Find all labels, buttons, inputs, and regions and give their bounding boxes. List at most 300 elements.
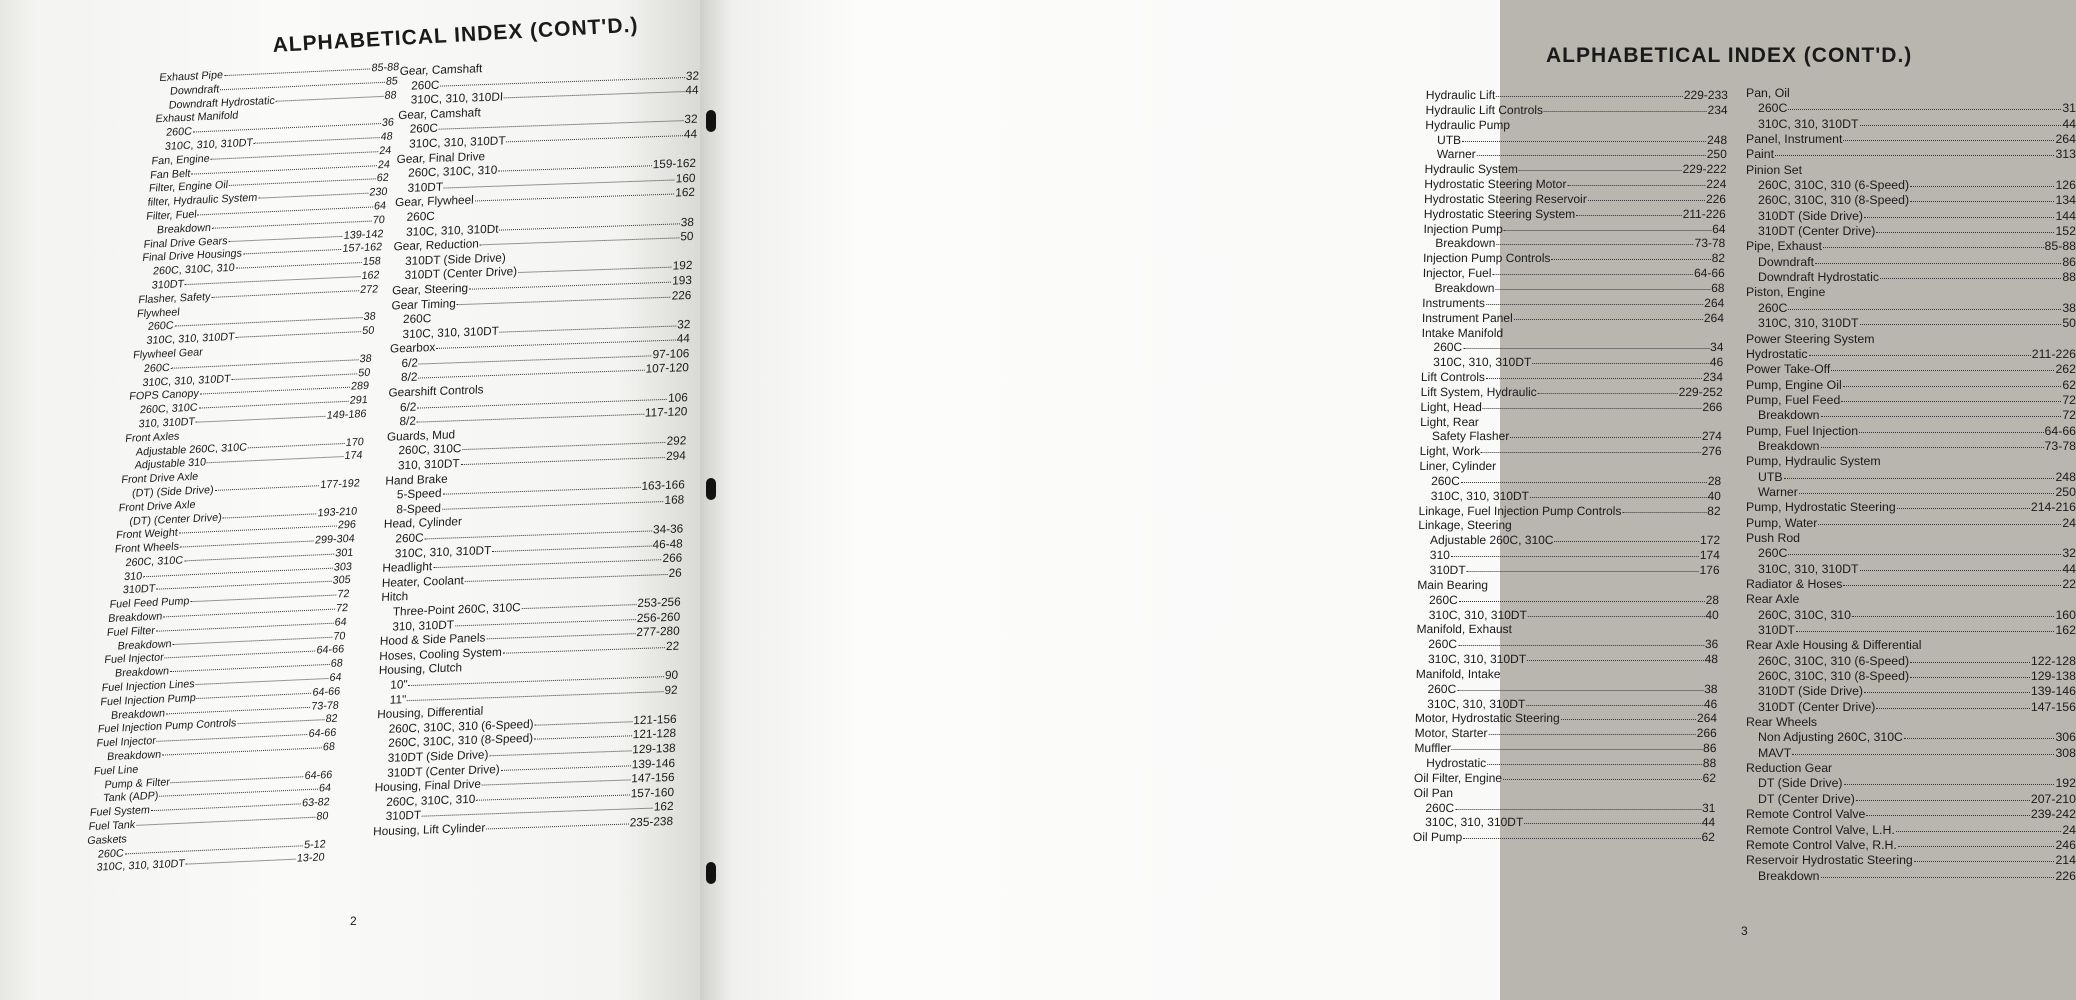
index-entry-label: Pump, Fuel Injection <box>1746 423 1859 438</box>
index-entry-page: 46 <box>1703 696 1718 711</box>
dot-leader <box>1809 355 2031 356</box>
index-entry <box>1417 593 1719 608</box>
index-entry-page: 50 <box>361 324 375 338</box>
index-entry-label: UTB <box>1436 132 1462 147</box>
index-entry-page: 36 <box>381 116 395 130</box>
index-entry-page: 31 <box>1701 800 1716 815</box>
dot-leader <box>1544 111 1707 112</box>
index-entry-page: 72 <box>335 602 349 615</box>
index-entry-label: Housing, Clutch <box>378 660 463 678</box>
dot-leader <box>166 706 310 714</box>
index-entry <box>1746 516 2076 531</box>
index-entry-label: Front Axles <box>124 430 180 445</box>
index-entry-page: 272 <box>359 283 379 296</box>
index-entry-page: 64 <box>328 671 343 685</box>
index-entry-page: 32 <box>2062 546 2076 561</box>
dot-leader <box>1843 386 2062 387</box>
index-entry-label: 8/2 <box>400 370 418 385</box>
index-entry-page: 121-156 <box>633 711 677 727</box>
dot-leader <box>1788 554 2061 555</box>
index-entry-page: 264 <box>1703 310 1725 325</box>
index-entry-page: 250 <box>2055 484 2076 499</box>
index-entry <box>1419 474 1721 489</box>
index-entry-label: 8-Speed <box>396 500 442 517</box>
index-entry-label: Three-Point 260C, 310C <box>392 600 521 619</box>
index-entry-page: 256-260 <box>636 609 681 625</box>
dot-leader <box>1488 734 1695 735</box>
index-entry-label: Warner <box>1436 147 1476 162</box>
index-entry-label: 310C, 310, 310DT <box>1427 652 1527 667</box>
index-entry <box>1746 761 2076 776</box>
index-entry-label: Reservoir Hydrostatic Steering <box>1746 853 1913 868</box>
index-entry-page: 248 <box>1706 132 1728 147</box>
index-entry-page: 50 <box>2062 316 2076 331</box>
index-entry-page: 152 <box>2055 224 2076 239</box>
index-entry-page: 226 <box>2055 868 2076 883</box>
right-page-number: 3 <box>1741 924 1748 938</box>
index-entry-label: Adjustable 310 <box>134 456 207 472</box>
index-entry-label: filter, Hydraulic System <box>147 191 258 209</box>
index-entry-label: Oil Pump <box>1412 830 1463 845</box>
index-entry-page: 73-78 <box>1694 236 1726 251</box>
index-entry-label: 260C <box>395 530 424 546</box>
index-entry-page: 129-138 <box>2030 669 2076 684</box>
index-entry-label: 310, 310DT <box>397 456 460 473</box>
index-entry-label: Headlight <box>382 559 433 576</box>
index-entry-page: 31 <box>2062 101 2076 116</box>
dot-leader <box>1788 309 2061 310</box>
dot-leader <box>254 137 380 144</box>
index-entry <box>1415 711 1717 726</box>
index-entry-page: 277-280 <box>636 623 680 640</box>
index-entry <box>1746 209 2076 224</box>
index-entry-page: 239-242 <box>2030 807 2076 822</box>
index-entry <box>1746 332 2076 347</box>
index-entry-page: 50 <box>680 228 694 244</box>
index-entry-label: Pipe, Exhaust <box>1746 239 1822 254</box>
index-entry-label: 260C, 310C, 310 (6-Speed) <box>388 716 534 736</box>
index-entry-page: 289 <box>350 380 370 394</box>
index-entry-page: 86 <box>1702 741 1717 756</box>
index-entry-page: 170 <box>345 435 365 449</box>
index-entry <box>1746 823 2076 838</box>
index-entry-label: Rear Wheels <box>1746 715 1818 730</box>
dot-leader <box>1458 645 1704 646</box>
dot-leader <box>1898 846 2055 847</box>
index-entry-page: 162 <box>675 185 696 200</box>
dot-leader <box>1880 278 2061 279</box>
index-entry-label: Hydraulic Pump <box>1425 117 1511 132</box>
index-entry <box>1417 578 1719 593</box>
index-entry-label: Exhaust Manifold <box>154 109 239 126</box>
dot-leader <box>1481 452 1701 453</box>
index-entry <box>1746 301 2076 316</box>
index-entry-label: Gear, Final Drive <box>396 148 486 166</box>
dot-leader <box>1588 200 1705 201</box>
index-entry-label: Remote Control Valve <box>1746 807 1866 822</box>
index-entry-label: 260C, 310C, 310 (6-Speed) <box>1758 653 1910 668</box>
index-entry <box>1746 470 2076 485</box>
index-entry <box>1416 652 1718 667</box>
index-entry-page: 48 <box>380 130 394 144</box>
index-entry <box>1422 326 1724 341</box>
index-entry-label: Linkage, Steering <box>1418 518 1512 533</box>
index-entry-page: 62 <box>376 172 390 185</box>
index-entry-label: Piston, Engine <box>1746 285 1826 300</box>
index-entry-page: 28 <box>1705 592 1720 607</box>
index-entry-page: 211-226 <box>1682 206 1726 221</box>
dot-leader <box>1551 259 1710 260</box>
index-entry-label: MAVT <box>1758 745 1792 760</box>
dot-leader <box>1519 170 1682 171</box>
index-entry-label: 260C <box>143 361 171 375</box>
index-entry <box>1422 296 1724 311</box>
index-entry-label: Filter, Engine Oil <box>148 179 229 196</box>
dot-leader <box>1910 201 2054 202</box>
index-entry-page: 303 <box>333 560 353 574</box>
dot-leader <box>1528 616 1705 617</box>
index-entry-label: 8/2 <box>399 413 417 429</box>
index-entry-page: 117-120 <box>644 404 688 420</box>
index-entry-page: 176 <box>1699 563 1720 577</box>
index-entry-label: 5-Speed <box>396 486 442 502</box>
index-entry-label: Push Rod <box>1746 530 1801 545</box>
index-entry-label: 310C, 310, 310DT <box>1428 607 1527 622</box>
index-entry <box>1746 178 2076 193</box>
index-entry-label: 260C <box>1427 681 1457 696</box>
index-entry-page: 64-66 <box>312 685 341 699</box>
index-entry-label: FOPS Canopy <box>128 387 200 404</box>
index-entry-label: Main Bearing <box>1417 577 1489 592</box>
index-entry <box>1746 424 2076 439</box>
index-entry-page: 68 <box>1711 280 1725 295</box>
right-page-title: ALPHABETICAL INDEX (CONT'D.) <box>1546 44 1913 67</box>
index-entry-page: 46-48 <box>652 536 683 552</box>
index-entry <box>1746 316 2076 331</box>
index-entry-page: 72 <box>2062 392 2076 407</box>
index-entry-page: 72 <box>336 588 350 601</box>
index-entry-label: Hydrostatic <box>1746 346 1808 361</box>
left-page-column-2 <box>373 54 700 839</box>
index-entry-page: 193-210 <box>317 504 358 519</box>
dot-leader <box>522 604 637 609</box>
index-entry-page: 64-66 <box>315 643 345 657</box>
dot-leader <box>1504 230 1711 231</box>
index-entry <box>1420 415 1722 430</box>
index-entry-label: Fan Belt <box>149 167 191 182</box>
dot-leader <box>1864 692 2030 693</box>
dot-leader <box>159 789 318 797</box>
index-entry <box>1746 147 2076 162</box>
index-entry-page: 64-66 <box>2044 423 2076 438</box>
index-entry-label: 260C, 310C <box>139 401 199 417</box>
index-entry-page: 38 <box>1704 681 1718 696</box>
index-entry-page: 38 <box>363 310 377 324</box>
index-entry-page: 70 <box>332 629 346 643</box>
index-entry-page: 193 <box>671 272 693 288</box>
index-entry <box>1746 439 2076 454</box>
index-entry-label: Radiator & Hoses <box>1746 577 1843 591</box>
dot-leader <box>1796 631 2055 632</box>
index-entry-label: Gear, Camshaft <box>399 61 483 79</box>
index-entry-page: 211-226 <box>2031 346 2076 361</box>
index-entry-page: 50 <box>357 366 371 379</box>
index-entry <box>1746 546 2076 561</box>
index-entry <box>1424 177 1726 192</box>
index-entry-page: 229-222 <box>1682 162 1727 177</box>
index-entry <box>1413 801 1715 816</box>
index-entry-page: 308 <box>2055 745 2076 760</box>
index-entry <box>1425 147 1727 162</box>
index-entry-label: 260C <box>409 121 439 137</box>
dot-leader <box>1856 800 2030 801</box>
index-entry-label: 310DT (Center Drive) <box>1758 699 1876 714</box>
dot-leader <box>1823 247 2044 248</box>
index-entry <box>1746 193 2076 208</box>
index-entry <box>1424 207 1726 222</box>
index-entry <box>1746 347 2076 362</box>
index-entry-label: Adjustable 260C, 310C <box>135 440 248 459</box>
index-entry-page: 177-192 <box>319 477 361 492</box>
index-entry-page: 85 <box>385 74 399 88</box>
index-entry-page: 44 <box>1701 815 1716 830</box>
index-entry-label: Motor, Hydrostatic Steering <box>1414 711 1560 726</box>
dot-leader <box>486 633 635 639</box>
index-entry-page: 72 <box>2062 408 2076 423</box>
index-entry-label: 310DT <box>407 179 444 195</box>
index-entry-label: Light, Work <box>1419 444 1481 459</box>
index-entry-page: 129-138 <box>632 740 676 757</box>
index-entry-label: Hand Brake <box>385 471 448 488</box>
index-entry <box>1746 562 2076 577</box>
dot-leader <box>1457 690 1703 691</box>
dot-leader <box>1576 215 1681 216</box>
dot-leader <box>179 526 337 534</box>
index-entry-label: Fuel Injector <box>95 735 157 750</box>
index-entry-label: Muffler <box>1414 741 1452 756</box>
index-entry-page: 214 <box>2055 853 2076 868</box>
index-entry-page: 62 <box>1702 770 1717 785</box>
index-entry <box>1746 239 2076 254</box>
index-entry-page: 276 <box>1701 444 1722 459</box>
dot-leader <box>198 401 348 409</box>
index-entry-page: 24 <box>2062 515 2076 530</box>
index-entry <box>1746 408 2076 423</box>
index-entry-label: Breakdown <box>114 665 170 680</box>
index-entry-label: Paint <box>1746 147 1775 162</box>
dot-leader <box>156 581 331 590</box>
index-entry-label: Head, Cylinder <box>383 514 463 532</box>
index-entry-label: Power Steering System <box>1746 331 1875 346</box>
index-entry <box>1416 637 1718 652</box>
index-entry-page: 107-120 <box>645 360 690 377</box>
index-entry <box>1416 667 1718 682</box>
dot-leader <box>1461 482 1707 483</box>
index-entry <box>1746 592 2076 607</box>
index-entry-label: Breakdown <box>1435 236 1496 251</box>
index-entry-page: 40 <box>1705 607 1719 622</box>
index-entry-page: 163-166 <box>641 477 686 494</box>
index-entry-page: 235-238 <box>629 813 674 830</box>
index-entry-label: Fuel Tank <box>88 818 136 834</box>
index-entry-page: 46 <box>1709 355 1724 370</box>
index-entry-label: Tank (ADP) <box>102 790 159 805</box>
index-entry-page: 85-88 <box>2044 239 2076 254</box>
index-entry-label: 260C, 310C, 310 <box>407 162 498 180</box>
index-entry-page: 158 <box>362 255 382 269</box>
index-entry-label: Adjustable 260C, 310C <box>1429 533 1554 548</box>
dot-leader <box>1866 815 2029 816</box>
index-entry-page: 157-160 <box>630 784 675 801</box>
index-entry-label: Filter, Fuel <box>145 208 198 223</box>
index-entry <box>1746 255 2076 270</box>
dot-leader <box>224 68 371 76</box>
index-entry <box>1415 726 1717 741</box>
dot-leader <box>1860 324 2062 325</box>
dot-leader <box>229 235 343 241</box>
index-entry-page: 292 <box>666 433 687 449</box>
index-entry-label: Hood & Side Panels <box>379 630 486 649</box>
index-entry-label: Remote Control Valve, R.H. <box>1746 837 1897 852</box>
index-entry-label: 310DT <box>151 278 185 292</box>
index-entry <box>1746 454 2076 469</box>
dot-leader <box>1467 571 1699 572</box>
index-entry-label: 260C <box>1431 473 1460 488</box>
dot-leader <box>220 82 385 90</box>
index-entry <box>1746 285 2076 300</box>
index-entry-page: 32 <box>677 316 691 332</box>
index-entry-label: Gear, Flywheel <box>394 192 475 210</box>
dot-leader <box>207 456 344 463</box>
index-entry-page: 162 <box>653 799 674 814</box>
index-entry-page: 22 <box>665 638 680 653</box>
index-entry-page: 306 <box>2055 730 2076 745</box>
index-entry-page: 64-66 <box>308 726 337 741</box>
index-entry-label: 260C <box>1428 592 1458 607</box>
index-entry-label: 310C, 310, 310DT <box>142 372 232 389</box>
index-entry-label: Gear, Steering <box>391 280 469 298</box>
index-entry-label: Front Drive Axle <box>118 498 197 515</box>
index-entry-label: 310C, 310, 310DT <box>1427 696 1526 711</box>
index-entry-label: Breakdown <box>110 707 166 722</box>
index-entry-label: 6/2 <box>401 355 419 371</box>
index-entry-page: 90 <box>664 667 679 683</box>
index-entry-label: Flywheel Gear <box>132 346 204 362</box>
index-entry <box>1423 251 1725 266</box>
index-entry-page: 97-106 <box>652 345 690 362</box>
index-entry-label: 310C, 310, 310DT <box>1758 316 1859 331</box>
index-entry <box>1417 563 1719 578</box>
left-page-column-1 <box>84 61 400 876</box>
index-entry-page: 24 <box>2062 822 2076 837</box>
dot-leader <box>236 262 362 269</box>
index-entry-page: 13-20 <box>296 851 326 866</box>
index-entry-label: Front Drive Axle <box>120 470 199 487</box>
binding-hole <box>706 110 716 132</box>
dot-leader <box>501 765 631 771</box>
index-entry-page: 214-216 <box>2030 500 2076 515</box>
index-entry-label: Hydrostatic <box>1426 755 1487 770</box>
index-entry <box>1418 518 1720 533</box>
dot-leader <box>504 91 684 98</box>
index-entry-page: 234 <box>1707 102 1728 117</box>
dot-leader <box>223 513 317 518</box>
index-entry-page: 38 <box>2062 300 2076 315</box>
index-entry-label: Breakdown <box>1758 868 1820 883</box>
index-entry-label: 310C, 310, 310DT <box>1433 355 1532 370</box>
index-entry-label: DT (Side Drive) <box>1758 776 1843 791</box>
index-entry-page: 299-304 <box>314 532 356 547</box>
index-entry-page: 32 <box>684 112 698 127</box>
index-entry-page: 80 <box>315 810 329 823</box>
index-entry-label: 310DT <box>1758 623 1795 638</box>
dot-leader <box>1496 244 1693 245</box>
dot-leader <box>1864 217 2054 218</box>
index-entry-page: 229-252 <box>1678 384 1723 399</box>
index-entry-page: 106 <box>667 389 689 405</box>
index-entry-label: Pump, Water <box>1746 515 1818 530</box>
dot-leader <box>136 817 315 826</box>
index-entry-label: 310C, 310, 310DT <box>1430 488 1530 503</box>
index-entry-label: 310C, 310, 310DT <box>394 542 492 561</box>
index-entry-label: Reduction Gear <box>1746 761 1833 776</box>
index-entry-label: 260C <box>1428 637 1458 652</box>
index-entry-page: 92 <box>664 682 678 697</box>
dot-leader <box>212 220 372 228</box>
binding-hole <box>706 862 716 884</box>
index-entry-label: Pump, Engine Oil <box>1746 377 1842 392</box>
index-entry-label: Fuel System <box>89 804 151 820</box>
index-entry-label: 310DT (Side Drive) <box>387 747 489 765</box>
dot-leader <box>162 747 322 755</box>
index-entry <box>1416 622 1718 637</box>
index-entry-page: 168 <box>664 492 685 507</box>
index-entry-label: Linkage, Fuel Injection Pump Controls <box>1418 503 1622 518</box>
index-entry <box>1746 500 2076 515</box>
index-entry-page: 73-78 <box>310 699 340 713</box>
dot-leader <box>186 859 296 865</box>
dot-leader <box>1910 662 2030 663</box>
index-entry-page: 126 <box>2055 178 2076 193</box>
dot-leader <box>1876 232 2054 233</box>
dot-leader <box>1821 447 2044 448</box>
index-entry-label: Breakdown <box>117 637 173 653</box>
dot-leader <box>243 249 342 254</box>
index-entry <box>1425 133 1727 148</box>
index-entry-label: Housing, Lift Cylinder <box>372 820 486 839</box>
index-entry <box>1746 746 2076 761</box>
index-entry-label: Injection Pump Controls <box>1422 251 1551 266</box>
index-entry-label: Gear, Camshaft <box>397 104 482 122</box>
index-entry <box>1746 715 2076 730</box>
index-entry <box>1746 378 2076 393</box>
dot-leader <box>1914 861 2055 862</box>
index-entry <box>1423 266 1725 281</box>
index-entry-page: 63-82 <box>301 796 331 810</box>
index-entry-label: Heater, Coolant <box>381 572 465 590</box>
dot-leader <box>1821 416 2062 417</box>
index-entry-label: Flasher, Safety <box>137 290 211 306</box>
dot-leader <box>1554 541 1699 542</box>
index-entry-page: 264 <box>1696 711 1718 726</box>
index-entry-label: Front Wheels <box>114 540 180 556</box>
index-entry <box>1746 86 2076 101</box>
index-entry-label: Hydrostatic Steering Motor <box>1424 177 1567 192</box>
index-entry-label: Downdraft <box>169 83 220 98</box>
dot-leader <box>191 165 377 174</box>
index-entry-page: 226 <box>671 287 692 303</box>
index-entry-label: Fuel Injection Pump Controls <box>97 717 237 736</box>
